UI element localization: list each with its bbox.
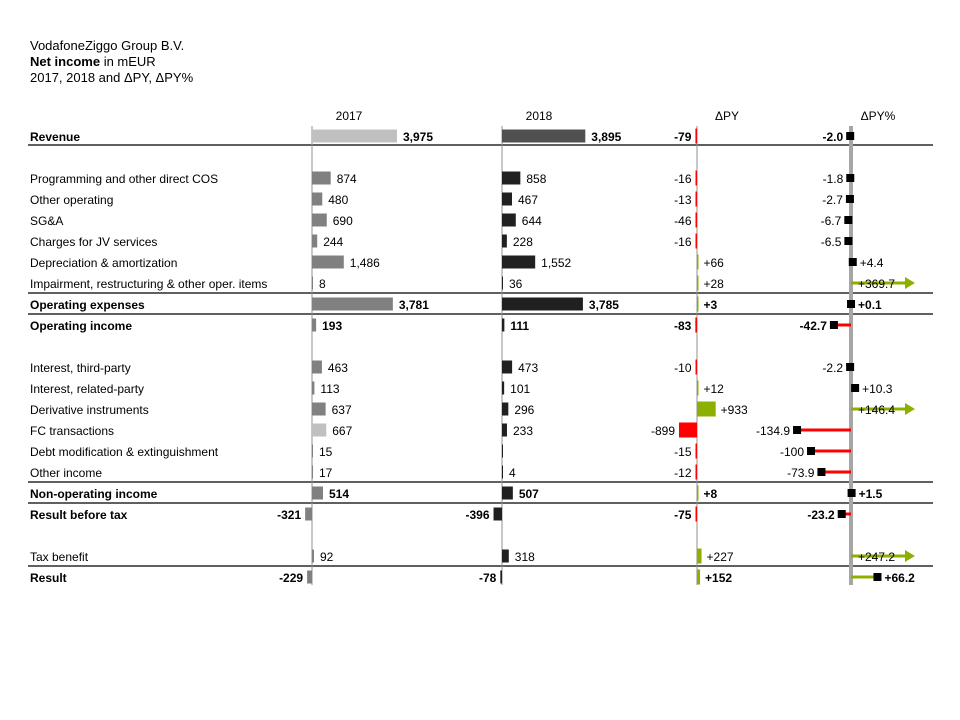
row-7-bar-delta-py [697, 276, 699, 291]
row-11-bar-2018 [502, 382, 504, 395]
row-10-delta-py-label: -10 [674, 361, 692, 375]
row-8-bar-delta-py [697, 297, 699, 312]
row-13-bar-2017-label: 667 [332, 424, 353, 438]
row-14-bar-2017 [312, 445, 313, 458]
row-7-delta-py-percent-label: +369.7 [858, 277, 896, 291]
row-15-delta-py-percent-label: -73.9 [787, 466, 815, 480]
row-9-bar-2017 [312, 319, 316, 332]
row-11-bar-2017 [312, 382, 314, 395]
row-10-label: Interest, third-party [30, 361, 131, 375]
row-16-bar-2018-label: 507 [518, 487, 539, 501]
row-1-bar-2017 [312, 130, 397, 143]
row-14-delta-py-label: -15 [674, 445, 692, 459]
row-3-label: Other operating [30, 193, 114, 207]
row-12-label: Derivative instruments [30, 403, 149, 417]
row-15-bar-2018 [502, 466, 503, 479]
axis-delta-py-percent [849, 126, 853, 585]
row-19-bar-delta-py [697, 570, 700, 585]
row-4-bar-2017-label: 690 [332, 214, 353, 228]
row-18-bar-2017 [312, 550, 314, 563]
row-2-bar-2018-label: 858 [526, 172, 547, 186]
row-16-bar-2018 [502, 487, 513, 500]
row-16-pin-head [848, 489, 856, 497]
row-10-bar-2018-label: 473 [518, 361, 539, 375]
row-6-bar-2018-label: 1,552 [541, 256, 572, 270]
row-19-bar-2017 [307, 571, 312, 584]
row-8-bar-2017 [312, 298, 393, 311]
row-14-label: Debt modification & extinguishment [30, 445, 219, 459]
row-13-bar-delta-py [679, 423, 697, 438]
row-10-bar-2018 [502, 361, 512, 374]
row-1-bar-delta-py [695, 129, 697, 144]
row-3-bar-2017-label: 480 [328, 193, 349, 207]
row-17-bar-2018 [494, 508, 502, 521]
row-15-pin-head [817, 468, 825, 476]
row-18-bar-2018-label: 318 [514, 550, 535, 564]
row-10-bar-2017 [312, 361, 322, 374]
row-2-bar-2017 [312, 172, 331, 185]
row-6-label: Depreciation & amortization [30, 256, 178, 270]
row-14-bar-delta-py [696, 444, 698, 459]
column-header-3: ΔPY [714, 109, 740, 123]
row-2-bar-2018 [502, 172, 520, 185]
chart-title-measure: Net income [30, 54, 101, 69]
row-1-bar-2018-label: 3,895 [591, 130, 622, 144]
row-5-delta-py-percent-label: -6.5 [820, 235, 842, 249]
row-3-delta-py-percent-label: -2.7 [822, 193, 843, 207]
row-12-bar-2018-label: 296 [514, 403, 535, 417]
row-14-bar-2017-label: 15 [319, 445, 333, 459]
row-18-label: Tax benefit [30, 550, 89, 564]
row-10-bar-delta-py [696, 360, 698, 375]
row-5-delta-py-label: -16 [674, 235, 692, 249]
row-2-bar-delta-py [696, 171, 698, 186]
row-7-delta-py-label: +28 [703, 277, 724, 291]
row-6-pin-head [849, 258, 857, 266]
row-3-bar-delta-py [696, 192, 698, 207]
row-18-bar-2017-label: 92 [319, 550, 334, 564]
row-4-label: SG&A [30, 214, 64, 228]
row-8-label: Operating expenses [30, 298, 145, 312]
row-15-delta-py-label: -12 [674, 466, 692, 480]
row-9-pin-head [830, 321, 838, 329]
row-1-bar-2018 [502, 130, 585, 143]
row-8-pin-head [847, 300, 855, 308]
row-5-pin-head [844, 237, 852, 245]
row-12-bar-2017 [312, 403, 326, 416]
row-16-bar-2017 [312, 487, 323, 500]
row-15-bar-delta-py [696, 465, 698, 480]
row-9-delta-py-label: -83 [673, 319, 692, 333]
column-header-1: 2017 [335, 109, 363, 123]
row-17-delta-py-label: -75 [674, 508, 692, 522]
row-4-pin-head [844, 216, 852, 224]
row-16-bar-2017-label: 514 [328, 487, 350, 501]
row-8-bar-2017-label: 3,781 [398, 298, 429, 312]
row-1-label: Revenue [30, 130, 81, 144]
row-2-pin-head [846, 174, 854, 182]
row-17-bar-delta-py [695, 507, 697, 522]
row-5-label: Charges for JV services [30, 235, 158, 249]
row-3-delta-py-label: -13 [674, 193, 692, 207]
row-18-bar-2018 [502, 550, 509, 563]
row-13-bar-2018-label: 233 [512, 424, 534, 438]
row-9-bar-2017-label: 193 [322, 319, 343, 333]
row-17-bar-2017-label: -321 [277, 508, 302, 522]
row-7-bar-2017 [312, 277, 313, 290]
row-1-pin-head [846, 132, 854, 140]
row-19-bar-2017-label: -229 [279, 571, 304, 585]
row-16-bar-delta-py [697, 486, 699, 501]
row-5-bar-2017-label: 244 [323, 235, 344, 249]
row-15-label: Other income [30, 466, 103, 480]
row-18-bar-delta-py [697, 549, 702, 564]
row-2-delta-py-percent-label: -1.8 [822, 172, 844, 186]
row-9-bar-2018-label: 111 [510, 319, 530, 333]
row-11-bar-2018-label: 101 [510, 382, 531, 396]
row-9-delta-py-percent-label: -42.7 [799, 319, 827, 333]
row-8-delta-py-percent-label: +0.1 [858, 298, 882, 312]
row-13-delta-py-percent-label: -134.9 [756, 424, 791, 438]
row-3-bar-2018-label: 467 [517, 193, 539, 207]
row-12-delta-py-percent-label: +146.4 [858, 403, 896, 417]
row-8-delta-py-label: +3 [703, 298, 718, 312]
row-3-bar-2018 [502, 193, 512, 206]
row-17-bar-2018-label: -396 [465, 508, 490, 522]
row-4-bar-2017 [312, 214, 327, 227]
row-2-label: Programming and other direct COS [30, 172, 219, 186]
row-19-delta-py-percent-label: +66.2 [884, 571, 915, 585]
row-9-bar-2018 [502, 319, 504, 332]
row-5-bar-2018 [502, 235, 507, 248]
row-7-bar-2017-label: 8 [319, 277, 326, 291]
row-11-label: Interest, related-party [30, 382, 145, 396]
row-8-bar-2018 [502, 298, 583, 311]
row-15-bar-2017-label: 17 [319, 466, 333, 480]
column-header-2: 2018 [525, 109, 553, 123]
row-5-bar-2017 [312, 235, 317, 248]
row-17-bar-2017 [305, 508, 312, 521]
row-12-delta-py-label: +933 [720, 403, 748, 417]
row-17-pin-head [838, 510, 846, 518]
row-7-label: Impairment, restructuring & other oper. items [30, 277, 268, 291]
row-11-delta-py-label: +12 [703, 382, 724, 396]
row-17-delta-py-percent-label: -23.2 [807, 508, 835, 522]
row-11-delta-py-percent-label: +10.3 [862, 382, 893, 396]
row-5-bar-delta-py [696, 234, 698, 249]
column-header-4: ΔPY% [860, 109, 896, 123]
row-4-delta-py-label: -46 [674, 214, 692, 228]
row-2-delta-py-label: -16 [674, 172, 692, 186]
row-11-bar-2017-label: 113 [320, 382, 340, 396]
row-11-pin-head [851, 384, 859, 392]
row-14-bar-2018 [502, 445, 503, 458]
row-19-pin-head [873, 573, 881, 581]
row-15-bar-2017 [312, 466, 313, 479]
row-6-bar-2017-label: 1,486 [349, 256, 380, 270]
row-12-bar-delta-py [697, 402, 716, 417]
row-16-delta-py-label: +8 [703, 487, 718, 501]
row-18-delta-py-percent-label: +247.2 [858, 550, 896, 564]
row-19-bar-2018-label: -78 [478, 571, 497, 585]
row-10-bar-2017-label: 463 [327, 361, 348, 375]
row-8-bar-2018-label: 3,785 [588, 298, 619, 312]
row-6-bar-delta-py [697, 255, 699, 270]
row-10-pin-head [846, 363, 854, 371]
row-15-bar-2018-label: 4 [509, 466, 516, 480]
row-9-label: Operating income [30, 319, 133, 333]
row-12-bar-2018 [502, 403, 508, 416]
row-18-delta-py-label: +227 [706, 550, 734, 564]
row-6-delta-py-label: +66 [703, 256, 724, 270]
row-10-delta-py-percent-label: -2.2 [822, 361, 844, 375]
row-19-delta-py-label: +152 [705, 571, 733, 585]
row-6-bar-2017 [312, 256, 344, 269]
row-16-delta-py-percent-label: +1.5 [858, 487, 883, 501]
row-12-bar-2017-label: 637 [331, 403, 352, 417]
row-12-pin-arrow [905, 403, 915, 415]
row-7-bar-2018 [502, 277, 503, 290]
row-6-delta-py-percent-label: +4.4 [859, 256, 884, 270]
row-14-pin-head [807, 447, 815, 455]
company-name: VodafoneZiggo Group B.V. [30, 38, 185, 53]
row-1-delta-py-percent-label: -2.0 [822, 130, 844, 144]
chart-subtitle: 2017, 2018 and ΔPY, ΔPY% [30, 70, 194, 85]
row-4-bar-2018 [502, 214, 516, 227]
row-4-bar-2018-label: 644 [521, 214, 542, 228]
row-13-bar-2017 [312, 424, 326, 437]
row-13-delta-py-label: -899 [650, 424, 675, 438]
row-7-bar-2018-label: 36 [509, 277, 523, 291]
row-16-label: Non-operating income [30, 487, 158, 501]
row-3-pin-head [846, 195, 854, 203]
row-5-bar-2018-label: 228 [512, 235, 533, 249]
row-4-bar-delta-py [696, 213, 698, 228]
row-4-delta-py-percent-label: -6.7 [820, 214, 842, 228]
row-13-pin-head [793, 426, 801, 434]
row-19-bar-2018 [500, 571, 502, 584]
chart-title-unit: in mEUR [100, 54, 156, 69]
row-2-bar-2017-label: 874 [336, 172, 357, 186]
row-13-bar-2018 [502, 424, 507, 437]
row-1-delta-py-label: -79 [674, 130, 692, 144]
row-18-pin-arrow [905, 550, 915, 562]
row-7-pin-arrow [905, 277, 915, 289]
row-13-label: FC transactions [30, 424, 115, 438]
row-1-bar-2017-label: 3,975 [403, 130, 434, 144]
row-14-delta-py-percent-label: -100 [779, 445, 804, 459]
row-9-bar-delta-py [695, 318, 697, 333]
row-6-bar-2018 [502, 256, 535, 269]
row-3-bar-2017 [312, 193, 322, 206]
row-11-bar-delta-py [697, 381, 699, 396]
row-19-label: Result [30, 571, 67, 585]
row-17-label: Result before tax [30, 508, 128, 522]
